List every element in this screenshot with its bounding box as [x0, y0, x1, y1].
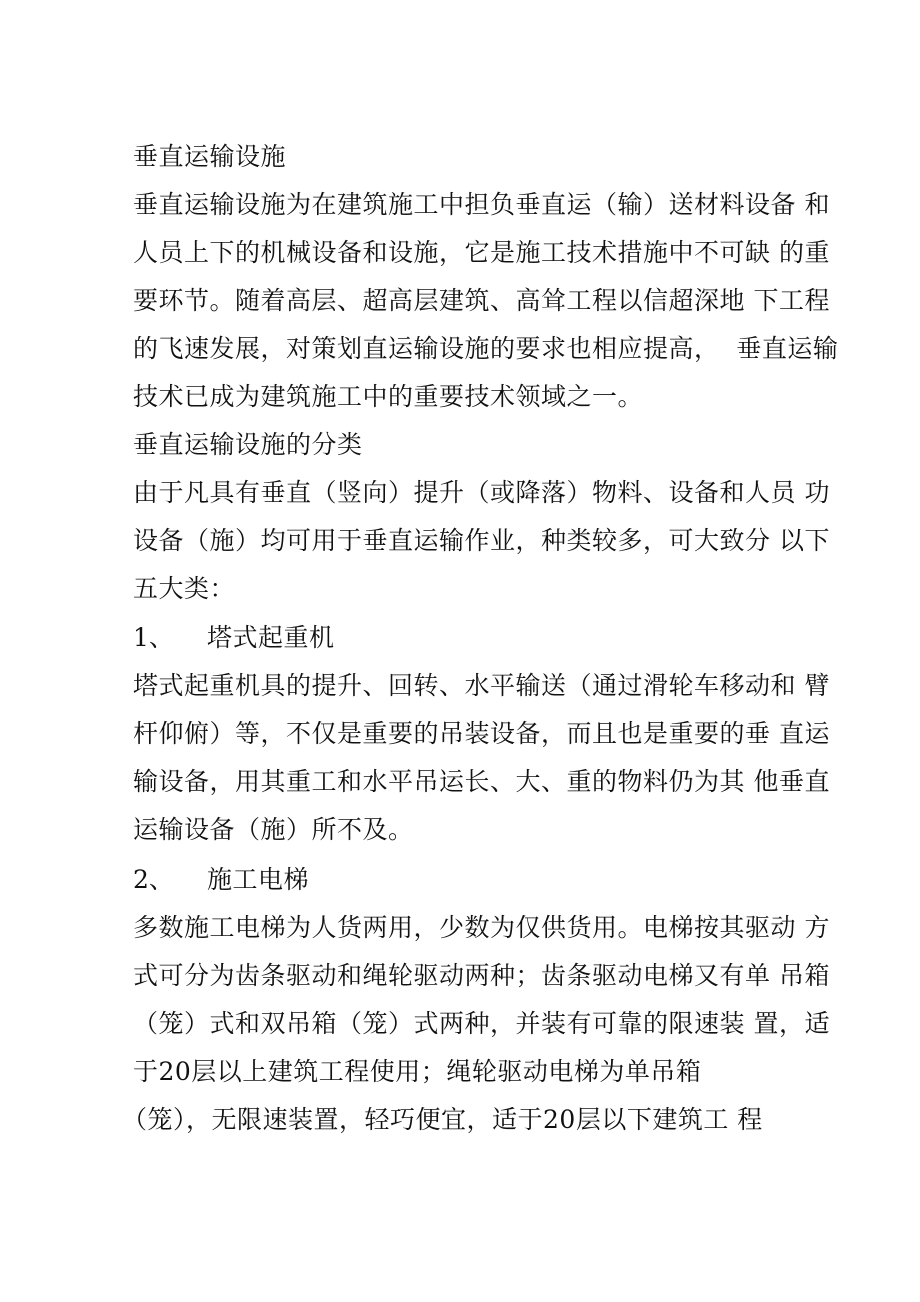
paragraph-line: 多数施工电梯为人货两用，少数为仅供货用。电梯按其驱动 方	[133, 913, 830, 942]
list-heading: 施工电梯	[207, 865, 310, 894]
paragraph-line: 由于凡具有垂直（竖向）提升（或降落）物料、设备和人员 功	[133, 478, 830, 507]
paragraph-line: 塔式起重机具的提升、回转、水平输送（通过滑轮车移动和 臂	[133, 671, 830, 700]
list-heading: 塔式起重机	[207, 623, 335, 652]
list-number: 2、	[133, 865, 174, 894]
list-number: 1、	[133, 623, 174, 652]
section-title: 垂直运输设施	[133, 142, 287, 171]
paragraph-line: 于20层以上建筑工程使用；绳轮驱动电梯为单吊箱	[133, 1057, 702, 1086]
paragraph-line: 输设备，用其重工和水平吊运长、大、重的物料仍为其 他垂直	[133, 767, 830, 796]
paragraph-line: 式可分为齿条驱动和绳轮驱动两种；齿条驱动电梯又有单 吊箱	[133, 961, 830, 990]
paragraph-line: 垂直运输设施为在建筑施工中担负垂直运（输）送材料设备 和	[133, 190, 830, 219]
paragraph-line: （笼），无限速装置，轻巧便宜，适于20层以下建筑工 程	[122, 1105, 763, 1134]
paragraph-line: 要环节。随着高层、超高层建筑、高耸工程以信超深地 下工程	[133, 286, 830, 315]
paragraph-line: 的飞速发展，对策划直运输设施的要求也相应提高， 垂直运输	[133, 334, 839, 363]
section-title: 垂直运输设施的分类	[133, 430, 363, 459]
paragraph-line: 五大类：	[133, 574, 236, 603]
paragraph-line: 人员上下的机械设备和设施，它是施工技术措施中不可缺 的重	[133, 238, 830, 267]
paragraph-line: 技术已成为建筑施工中的重要技术领域之一。	[133, 382, 644, 411]
paragraph-line: 杆仰俯）等，不仅是重要的吊装设备，而且也是重要的垂 直运	[133, 719, 830, 748]
paragraph-line: 设备（施）均可用于垂直运输作业，种类较多，可大致分 以下	[133, 526, 830, 555]
paragraph-line: （笼）式和双吊箱（笼）式两种，并装有可靠的限速装 置，适	[133, 1009, 830, 1038]
paragraph-line: 运输设备（施）所不及。	[133, 815, 414, 844]
